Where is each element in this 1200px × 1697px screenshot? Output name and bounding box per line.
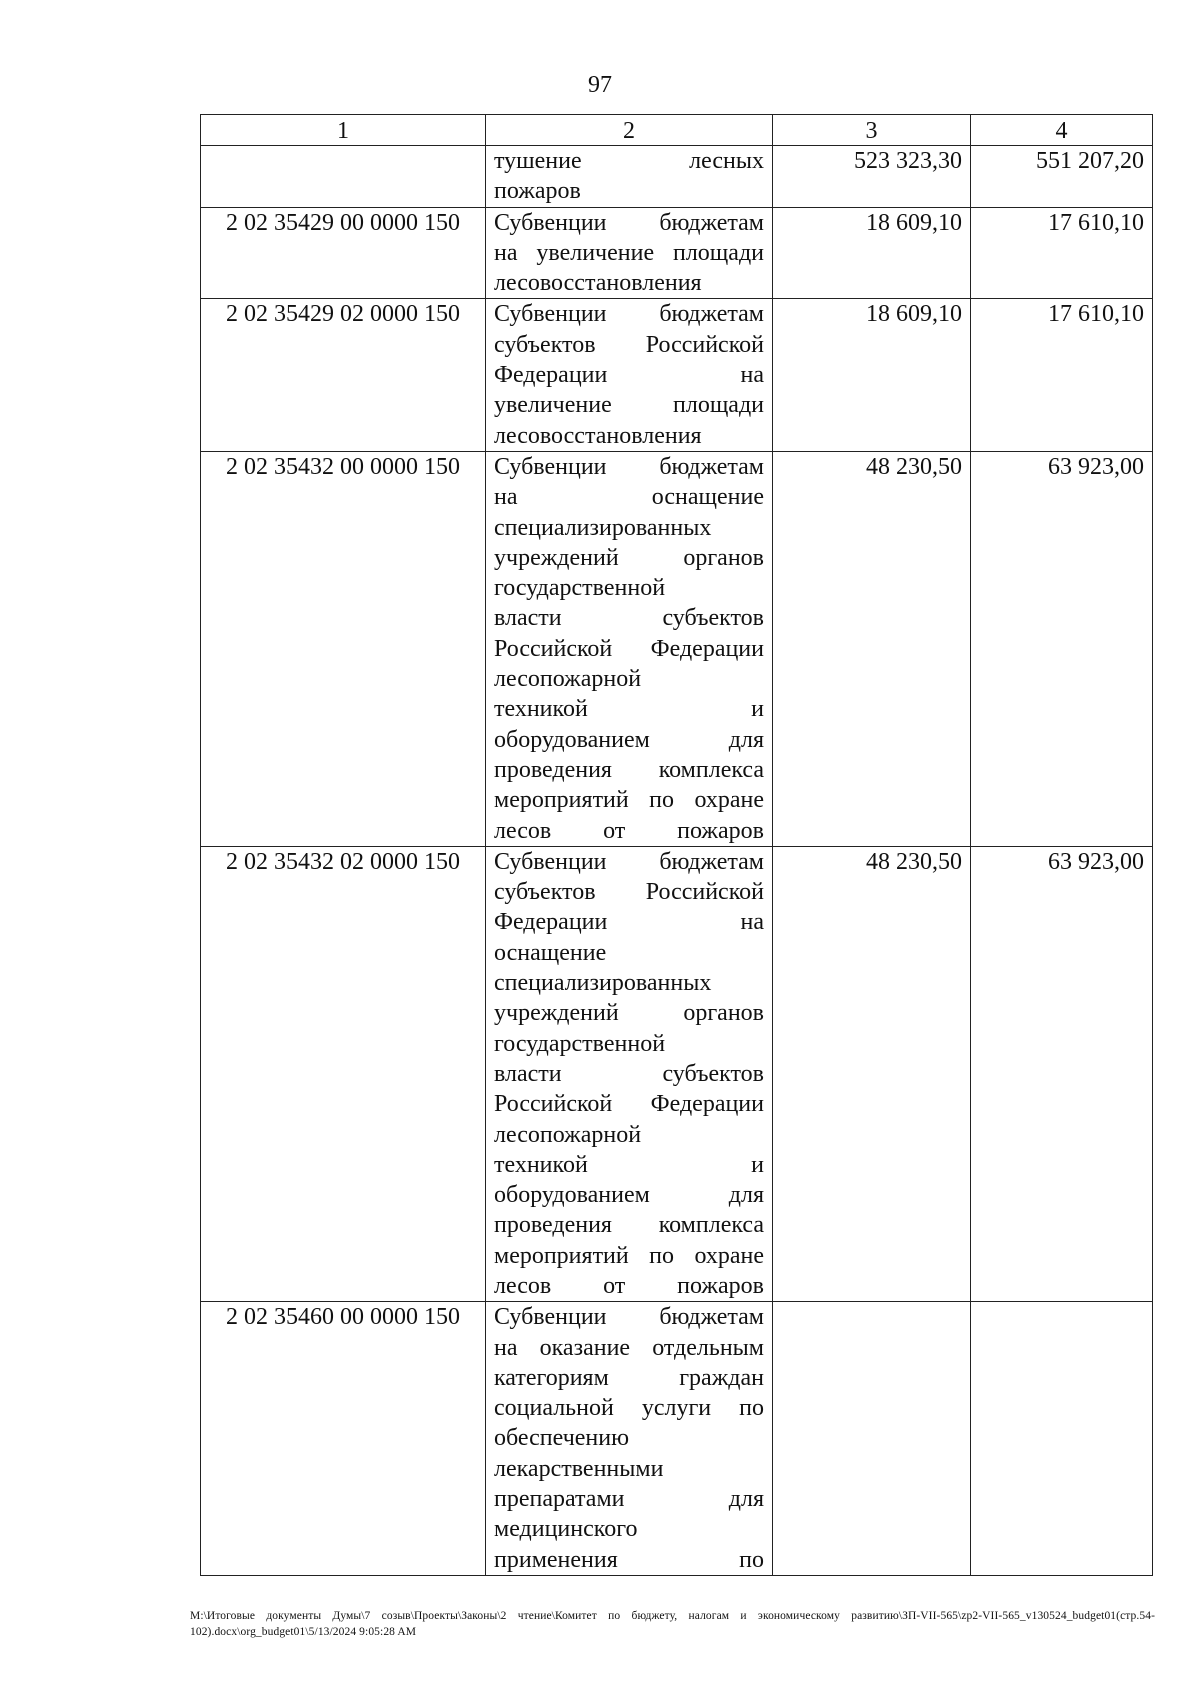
amount-column-3-cell: 523 323,30	[773, 146, 971, 208]
description-line: оснащение	[494, 939, 607, 966]
description-line: государственной	[494, 1030, 666, 1057]
description-line: социальной услуги по	[494, 1395, 764, 1422]
description-cell	[486, 207, 773, 299]
description-line: медицинского	[494, 1516, 638, 1543]
description-line: пожаров	[494, 178, 581, 205]
column-header-2: 2	[486, 115, 773, 146]
description-cell	[486, 1302, 773, 1576]
page-number: 97	[588, 72, 612, 98]
description-line: специализированных	[494, 514, 712, 541]
description-line: Субвенции бюджетам	[494, 209, 764, 236]
description-line: категориям граждан	[494, 1364, 764, 1391]
description-line: Федерации на	[494, 362, 764, 389]
description-line: лесовосстановления	[494, 422, 702, 449]
amount-column-3-cell: 48 230,50	[773, 846, 971, 1301]
description-line: учреждений органов	[494, 1000, 764, 1027]
description-line: лесов от пожаров	[494, 817, 764, 844]
description-line: Российской Федерации	[494, 1091, 764, 1118]
description-line: техникой и	[494, 696, 764, 723]
table-row	[201, 451, 1153, 846]
column-header-3: 3	[773, 115, 971, 146]
description-line: препаратами для	[494, 1486, 764, 1513]
description-line: увеличение площади	[494, 392, 764, 419]
table-header-row	[201, 115, 1153, 146]
table-row	[201, 1302, 1153, 1576]
description-line: государственной	[494, 575, 666, 602]
description-line: тушение лесных	[494, 148, 764, 174]
description-line: власти субъектов	[494, 605, 764, 632]
table-row	[201, 207, 1153, 299]
description-cell	[486, 146, 773, 208]
description-line: техникой и	[494, 1151, 764, 1178]
amount-column-3-cell: 18 609,10	[773, 207, 971, 299]
column-header-1: 1	[201, 115, 486, 146]
budget-code-cell: 2 02 35460 00 0000 150	[201, 1302, 486, 1576]
description-line: Субвенции бюджетам	[494, 848, 764, 875]
description-line: на увеличение площади	[494, 239, 764, 266]
description-line: лесов от пожаров	[494, 1272, 764, 1299]
amount-column-4-cell: 551 207,20	[971, 146, 1153, 208]
description-line: на оказание отдельным	[494, 1334, 764, 1361]
description-line: Федерации на	[494, 909, 764, 936]
description-cell	[486, 846, 773, 1301]
amount-column-3-cell	[773, 1302, 971, 1576]
description-line: Субвенции бюджетам	[494, 1304, 764, 1331]
description-line: лекарственными	[494, 1455, 664, 1482]
description-line: проведения комплекса	[494, 756, 764, 783]
amount-column-4-cell: 63 923,00	[971, 846, 1153, 1301]
table-row	[201, 299, 1153, 451]
description-line: мероприятий по охране	[494, 787, 764, 814]
description-line: субъектов Российской	[494, 879, 764, 906]
column-header-4: 4	[971, 115, 1153, 146]
document-footer-path: M:\Итоговые документы Думы\7 созыв\Проекты\Законы\2 чтение\Комитет по бюджету, налогам и экономическому развитию\ЗП-VII-565\zp2-VII-565_v130524_budget01(стр.54-102).docx\org_budget01\5/13/2024 9:05:28 AM	[190, 1610, 1155, 1638]
amount-column-3-cell: 48 230,50	[773, 451, 971, 846]
amount-column-4-cell: 17 610,10	[971, 207, 1153, 299]
table-row	[201, 846, 1153, 1301]
table-body	[201, 146, 1153, 1576]
description-line: субъектов Российской	[494, 331, 764, 358]
amount-column-4-cell: 17 610,10	[971, 299, 1153, 451]
budget-code-cell: 2 02 35432 02 0000 150	[201, 846, 486, 1301]
description-line: учреждений органов	[494, 544, 764, 571]
description-line: лесопожарной	[494, 1121, 642, 1148]
budget-code-cell: 2 02 35432 00 0000 150	[201, 451, 486, 846]
description-cell	[486, 451, 773, 846]
description-line: Субвенции бюджетам	[494, 301, 764, 328]
budget-table	[200, 114, 1153, 1576]
description-line: лесовосстановления	[494, 270, 702, 297]
description-line: применения по	[494, 1546, 764, 1573]
description-line: власти субъектов	[494, 1060, 764, 1087]
description-line: Российской Федерации	[494, 635, 764, 662]
description-line: оборудованием для	[494, 726, 764, 753]
description-line: лесопожарной	[494, 666, 642, 693]
budget-code-cell: 2 02 35429 00 0000 150	[201, 207, 486, 299]
budget-code-cell: 2 02 35429 02 0000 150	[201, 299, 486, 451]
description-line: обеспечению	[494, 1425, 630, 1452]
description-line: на оснащение	[494, 484, 764, 511]
table-row	[201, 146, 1153, 208]
budget-code-cell	[201, 146, 486, 208]
description-line: оборудованием для	[494, 1182, 764, 1209]
description-line: специализированных	[494, 970, 712, 997]
amount-column-3-cell: 18 609,10	[773, 299, 971, 451]
amount-column-4-cell	[971, 1302, 1153, 1576]
description-line: Субвенции бюджетам	[494, 453, 764, 480]
amount-column-4-cell: 63 923,00	[971, 451, 1153, 846]
description-line: проведения комплекса	[494, 1212, 764, 1239]
description-line: мероприятий по охране	[494, 1242, 764, 1269]
description-cell	[486, 299, 773, 451]
